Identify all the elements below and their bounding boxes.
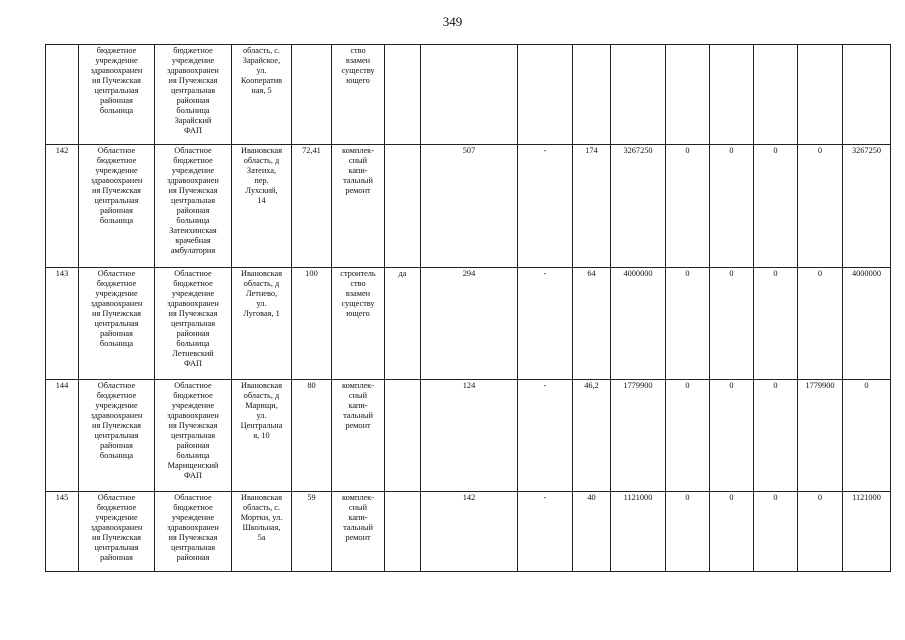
cell-text-line: больница	[176, 106, 210, 116]
cell-flag	[385, 145, 421, 268]
cell-value-9: 1121000	[843, 492, 891, 572]
cell-value-7: 0	[754, 145, 798, 268]
cell-value-2: -	[518, 145, 573, 268]
cell-value-6: 0	[710, 492, 754, 572]
cell-text-line: бюджетное	[96, 503, 137, 513]
cell-value-8: 0	[798, 145, 843, 268]
cell-value-6	[710, 45, 754, 145]
cell-text-line: районная	[176, 441, 210, 451]
cell-text-line: центральная	[170, 543, 216, 553]
cell-value-1: 124	[421, 380, 518, 492]
cell-row-number: 142	[46, 145, 79, 268]
cell-text-line: ул.	[256, 299, 267, 309]
cell-value-7: 0	[754, 268, 798, 380]
cell-text-line: взамен	[345, 56, 371, 66]
cell-text-line: районная	[100, 553, 133, 563]
cell-text-line: учреждение	[171, 401, 215, 411]
cell-object-name	[155, 268, 232, 380]
cell-text-line: Областное	[174, 269, 212, 278]
cell-cost-total: 1121000	[611, 492, 666, 572]
cell-text-line: здравоохранен	[90, 176, 143, 186]
cell-text-line: Областное	[174, 493, 212, 502]
table-row	[46, 492, 891, 572]
cell-text-line: область, д	[243, 156, 280, 166]
cell-text-line: взамен	[345, 289, 371, 299]
cell-work-type	[332, 268, 385, 380]
cell-text-line: Луговая, 1	[243, 309, 280, 319]
cell-text-line: учреждение	[95, 56, 138, 66]
cell-text-line: Мортки, ул.	[240, 513, 283, 523]
cell-value-6: 0	[710, 380, 754, 492]
cell-value-9	[843, 45, 891, 145]
cell-text-line: здравоохранен	[167, 299, 219, 309]
cell-area	[292, 45, 332, 145]
cell-text-line: ФАП	[183, 126, 202, 136]
registry-table	[45, 44, 891, 572]
cell-text-line: сный	[348, 156, 368, 166]
cell-text-line: 14	[257, 196, 266, 206]
cell-text-line: больница	[176, 451, 210, 461]
cell-text-line: ство	[350, 46, 366, 55]
cell-text-line: ул.	[256, 66, 267, 76]
page-number: 349	[442, 14, 463, 29]
cell-cost-total: 3267250	[611, 145, 666, 268]
cell-text-line: учреждение	[171, 56, 215, 66]
cell-text-line: больница	[176, 339, 210, 349]
cell-text-line: область, д	[243, 391, 280, 401]
cell-value-6: 0	[710, 268, 754, 380]
cell-text-line: область, д	[243, 279, 280, 289]
cell-text-line: здравоохранен	[90, 411, 143, 421]
cell-value-8: 0	[798, 492, 843, 572]
cell-text-line: ФАП	[183, 359, 202, 369]
cell-text-line: ная, 5	[251, 86, 272, 96]
cell-text-line: учреждение	[95, 513, 138, 523]
cell-text-line: область, с.	[243, 503, 280, 513]
cell-text-line: сный	[348, 391, 368, 401]
cell-work-type	[332, 492, 385, 572]
cell-text-line: центральная	[94, 431, 139, 441]
cell-text-line: Областное	[97, 493, 136, 502]
cell-text-line: врачебная	[175, 236, 211, 246]
cell-text-line: 5а	[257, 533, 266, 543]
cell-text-line: здравоохранен	[90, 299, 143, 309]
cell-text-line: больница	[99, 216, 134, 226]
cell-text-line: ия Пучежская	[92, 186, 141, 196]
cell-value-3: 64	[573, 268, 611, 380]
cell-flag	[385, 45, 421, 145]
cell-row-number: 144	[46, 380, 79, 492]
cell-object-name	[155, 145, 232, 268]
cell-text-line: Областное	[174, 146, 212, 155]
cell-text-line: районная	[176, 96, 210, 106]
cell-text-line: ющего	[346, 309, 370, 319]
cell-value-7: 0	[754, 492, 798, 572]
cell-area: 100	[292, 268, 332, 380]
cell-text-line: районная	[100, 96, 133, 106]
cell-text-line: капи-	[348, 513, 368, 523]
cell-value-8: 0	[798, 268, 843, 380]
cell-text-line: районная	[176, 553, 210, 563]
cell-row-number: 145	[46, 492, 79, 572]
cell-address	[232, 268, 292, 380]
cell-text-line: учреждение	[171, 166, 215, 176]
cell-text-line: ремонт	[345, 421, 371, 431]
cell-text-line: я, 10	[253, 431, 270, 441]
cell-text-line: сный	[348, 503, 368, 513]
cell-text-line: ство	[350, 279, 366, 289]
cell-text-line: Областное	[174, 381, 212, 390]
cell-text-line: центральная	[94, 86, 139, 96]
cell-value-1	[421, 45, 518, 145]
cell-value-3: 174	[573, 145, 611, 268]
cell-object-name	[155, 45, 232, 145]
cell-text-line: бюджетное	[96, 391, 137, 401]
cell-text-line: комплек-	[342, 493, 374, 502]
cell-text-line: строитель	[340, 269, 376, 278]
cell-text-line: Областное	[97, 269, 136, 278]
cell-text-line: здравоохранен	[90, 523, 143, 533]
cell-address	[232, 45, 292, 145]
cell-text-line: существу	[341, 299, 375, 309]
cell-value-8	[798, 45, 843, 145]
cell-text-line: районная	[100, 441, 133, 451]
cell-text-line: Ивановская	[240, 381, 283, 390]
cell-text-line: Летневский	[172, 349, 214, 359]
cell-text-line: существу	[341, 66, 375, 76]
cell-organization	[79, 145, 155, 268]
cell-text-line: районная	[100, 329, 133, 339]
cell-value-8: 1779900	[798, 380, 843, 492]
cell-text-line: капи-	[348, 401, 368, 411]
cell-text-line: тальный	[343, 523, 373, 533]
table-row	[46, 145, 891, 268]
cell-value-1: 294	[421, 268, 518, 380]
cell-value-3: 40	[573, 492, 611, 572]
cell-organization	[79, 268, 155, 380]
cell-area: 80	[292, 380, 332, 492]
cell-text-line: Областное	[97, 146, 136, 155]
cell-text-line: центральная	[170, 86, 216, 96]
cell-text-line: бюджетное	[96, 279, 137, 289]
cell-value-7: 0	[754, 380, 798, 492]
cell-value-1: 142	[421, 492, 518, 572]
cell-text-line: больница	[176, 216, 210, 226]
cell-text-line: Марищенский	[167, 461, 219, 471]
cell-area: 72,41	[292, 145, 332, 268]
cell-address	[232, 380, 292, 492]
cell-text-line: Областное	[97, 381, 136, 390]
cell-value-2: -	[518, 380, 573, 492]
table-row	[46, 45, 891, 145]
cell-text-line: районная	[176, 206, 210, 216]
cell-cost-total: 4000000	[611, 268, 666, 380]
cell-value-1: 507	[421, 145, 518, 268]
cell-text-line: ия Пучежская	[168, 76, 218, 86]
cell-text-line: бюджетное	[173, 391, 213, 401]
cell-organization	[79, 380, 155, 492]
cell-text-line: Кооператив	[240, 76, 283, 86]
cell-flag	[385, 492, 421, 572]
cell-value-9: 0	[843, 380, 891, 492]
cell-text-line: Зарайский	[174, 116, 212, 126]
cell-text-line: бюджетное	[173, 156, 213, 166]
cell-text-line: учреждение	[95, 166, 138, 176]
cell-value-3	[573, 45, 611, 145]
cell-text-line: центральная	[94, 319, 139, 329]
cell-object-name	[155, 380, 232, 492]
cell-text-line: здравоохранен	[90, 66, 143, 76]
cell-flag	[385, 380, 421, 492]
cell-text-line: ул.	[256, 411, 267, 421]
cell-text-line: бюджетное	[173, 279, 213, 289]
cell-text-line: центральная	[94, 543, 139, 553]
cell-text-line: здравоохранен	[167, 523, 219, 533]
cell-cost-total: 1779900	[611, 380, 666, 492]
cell-work-type	[332, 145, 385, 268]
cell-text-line: капи-	[348, 166, 368, 176]
cell-text-line: комплек-	[342, 146, 374, 155]
cell-text-line: тальный	[343, 411, 373, 421]
cell-text-line: больница	[99, 339, 134, 349]
cell-text-line: ия Пучежская	[168, 533, 218, 543]
cell-organization	[79, 492, 155, 572]
table-row	[46, 268, 891, 380]
cell-value-3: 46,2	[573, 380, 611, 492]
cell-value-5: 0	[666, 380, 710, 492]
cell-text-line: районная	[176, 329, 210, 339]
cell-work-type	[332, 45, 385, 145]
cell-text-line: амбулатория	[170, 246, 216, 256]
cell-value-2	[518, 45, 573, 145]
cell-value-5: 0	[666, 268, 710, 380]
cell-row-number	[46, 45, 79, 145]
cell-work-type	[332, 380, 385, 492]
cell-text-line: ия Пучежская	[92, 421, 141, 431]
cell-text-line: Затеиха,	[246, 166, 277, 176]
cell-text-line: Ивановская	[240, 493, 283, 502]
cell-text-line: здравоохранен	[167, 66, 219, 76]
cell-text-line: ремонт	[345, 533, 371, 543]
cell-text-line: комплек-	[342, 381, 374, 390]
cell-text-line: бюджетное	[173, 46, 213, 55]
cell-flag: да	[385, 268, 421, 380]
cell-text-line: бюджетное	[96, 46, 137, 55]
cell-text-line: ия Пучежская	[92, 76, 141, 86]
cell-text-line: здравоохранен	[167, 411, 219, 421]
cell-value-7	[754, 45, 798, 145]
table-body	[46, 45, 891, 572]
cell-value-9: 4000000	[843, 268, 891, 380]
cell-value-5: 0	[666, 492, 710, 572]
cell-text-line: больница	[99, 451, 134, 461]
cell-text-line: Ивановская	[240, 146, 283, 155]
cell-text-line: центральная	[94, 196, 139, 206]
cell-text-line: здравоохранен	[167, 176, 219, 186]
cell-text-line: Ивановская	[240, 269, 283, 278]
cell-text-line: учреждение	[171, 513, 215, 523]
cell-value-5: 0	[666, 145, 710, 268]
cell-text-line: Школьная,	[242, 523, 281, 533]
cell-text-line: бюджетное	[173, 503, 213, 513]
cell-value-9: 3267250	[843, 145, 891, 268]
cell-text-line: ремонт	[345, 186, 371, 196]
cell-text-line: центральная	[170, 431, 216, 441]
cell-area: 59	[292, 492, 332, 572]
cell-text-line: область, с.	[243, 46, 280, 55]
cell-text-line: ФАП	[183, 471, 202, 481]
cell-text-line: ия Пучежская	[92, 309, 141, 319]
cell-text-line: Летнево,	[245, 289, 278, 299]
cell-text-line: Затеихинская	[169, 226, 217, 236]
cell-address	[232, 145, 292, 268]
cell-organization	[79, 45, 155, 145]
cell-value-2: -	[518, 492, 573, 572]
cell-text-line: центральная	[170, 196, 216, 206]
cell-text-line: районная	[100, 206, 133, 216]
cell-address	[232, 492, 292, 572]
cell-text-line: учреждение	[171, 289, 215, 299]
cell-text-line: Центральна	[240, 421, 283, 431]
cell-text-line: учреждение	[95, 401, 138, 411]
cell-cost-total	[611, 45, 666, 145]
cell-row-number: 143	[46, 268, 79, 380]
cell-text-line: центральная	[170, 319, 216, 329]
cell-text-line: ющего	[346, 76, 370, 86]
cell-text-line: Зарайское,	[242, 56, 281, 66]
cell-text-line: ия Пучежская	[168, 186, 218, 196]
cell-text-line: учреждение	[95, 289, 138, 299]
cell-text-line: бюджетное	[96, 156, 137, 166]
table-row	[46, 380, 891, 492]
cell-text-line: ия Пучежская	[92, 533, 141, 543]
cell-text-line: ия Пучежская	[168, 421, 218, 431]
cell-text-line: Лухский,	[245, 186, 278, 196]
cell-value-2: -	[518, 268, 573, 380]
cell-value-6: 0	[710, 145, 754, 268]
cell-text-line: Марищи,	[245, 401, 278, 411]
cell-text-line: пер.	[254, 176, 269, 186]
cell-text-line: тальный	[343, 176, 373, 186]
cell-object-name	[155, 492, 232, 572]
cell-text-line: больница	[99, 106, 134, 116]
cell-text-line: ия Пучежская	[168, 309, 218, 319]
cell-value-5	[666, 45, 710, 145]
